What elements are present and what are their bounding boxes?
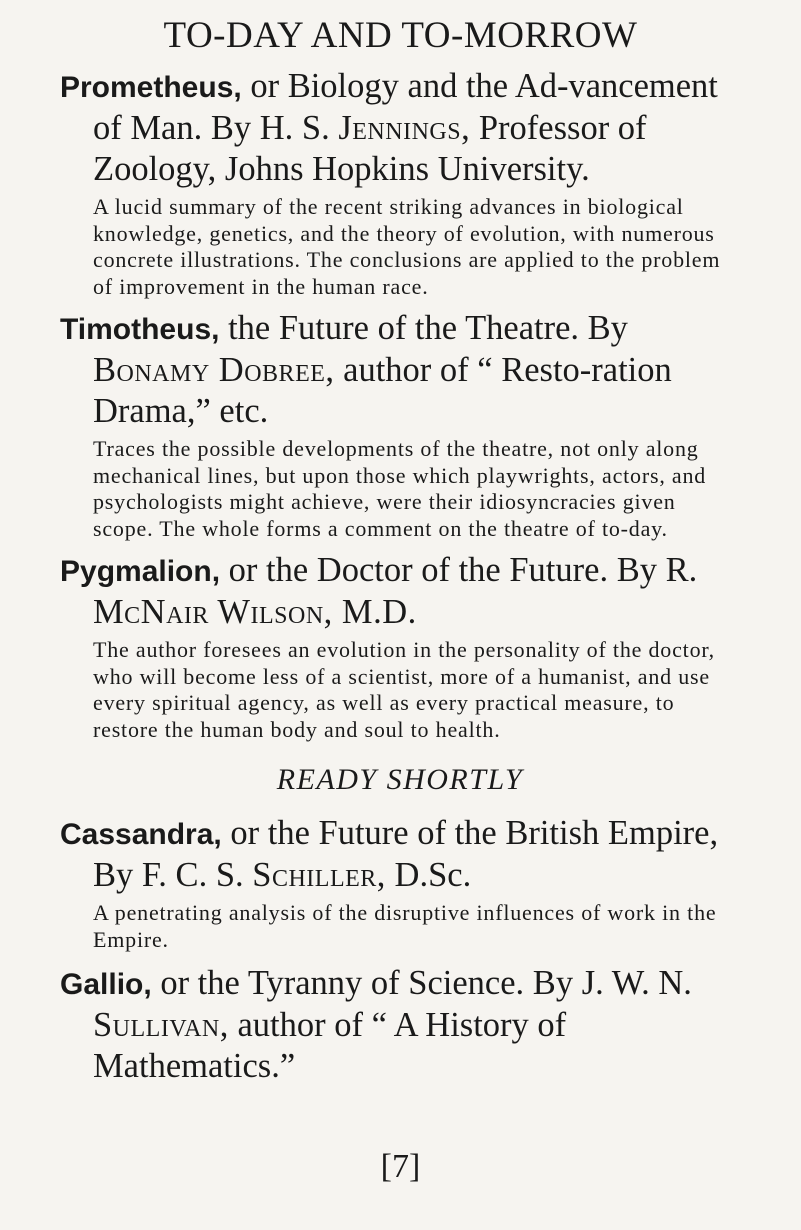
entry-title-text: author of “ A History of Mathematics.” [93, 1006, 567, 1085]
entry-lead: Timotheus, [60, 313, 220, 346]
entry-title-text: Professor of Zoology, Johns Hopkins University. [93, 109, 647, 188]
entry-title-text: or Biology and the Ad-vancement of Man. By H. S. [93, 67, 718, 147]
entry-title-text: or the Future of the British Empire, By F. C. S. [93, 814, 719, 894]
entry-lead: Gallio, [60, 968, 152, 1001]
entry-cassandra [60, 813, 740, 953]
entry-title-text: or the Doctor of the Future. By R. [220, 551, 698, 589]
entry-author: Bonamy Dobree, [93, 351, 335, 389]
entry-prometheus [60, 66, 740, 300]
running-head: TO-DAY AND TO-MORROW [163, 15, 638, 56]
entry-description: A lucid summary of the recent striking advances in biological knowledge, genetics, and the theory of evolution, with numerous concrete illustrations. The conclusions are applied to the problem of improvement in the human race. [93, 194, 721, 299]
entry-author: Jennings, [338, 109, 471, 147]
entry-author: Schiller, [252, 856, 386, 894]
entry-pygmalion [60, 550, 740, 743]
entry-title-text: or the Tyranny of Science. By J. W. N. [151, 964, 692, 1002]
entry-author: Sullivan, [93, 1006, 229, 1044]
entry-title [60, 813, 740, 896]
entry-lead: Prometheus, [60, 71, 242, 104]
entry-title-text: D.Sc. [385, 856, 472, 894]
entry-author: McNair Wilson, M.D. [93, 593, 417, 631]
entry-description: Traces the possible developments of the theatre, not only along mechanical lines, but upon those which playwrights, actors, and psychologists might achieve, were their idiosyncracies given scope. The whole forms a comment on the theatre of to-day. [93, 436, 707, 541]
ready-shortly-heading: READY SHORTLY [276, 763, 524, 796]
entry-title [60, 550, 740, 633]
page-number: [7] [380, 1148, 421, 1185]
entry-title-text: the Future of the Theatre. By [219, 309, 628, 347]
entry-gallio [60, 963, 740, 1087]
entry-description: A penetrating analysis of the disruptive influences of work in the Empire. [93, 900, 717, 952]
entry-timotheus [60, 308, 740, 542]
entry-lead: Cassandra, [60, 818, 222, 851]
entry-description: The author foresees an evolution in the personality of the doctor, who will become less of a scientist, more of a humanist, and use every spiritual agency, as well as every practical measure, to restore the human body and soul to health. [93, 637, 715, 742]
entry-title [60, 963, 740, 1087]
entry-lead: Pygmalion, [60, 555, 221, 588]
entry-title-text: author of “ Resto-ration Drama,” etc. [93, 351, 672, 430]
entry-title [60, 66, 740, 190]
entry-title [60, 308, 740, 432]
text-column [60, 66, 740, 1087]
